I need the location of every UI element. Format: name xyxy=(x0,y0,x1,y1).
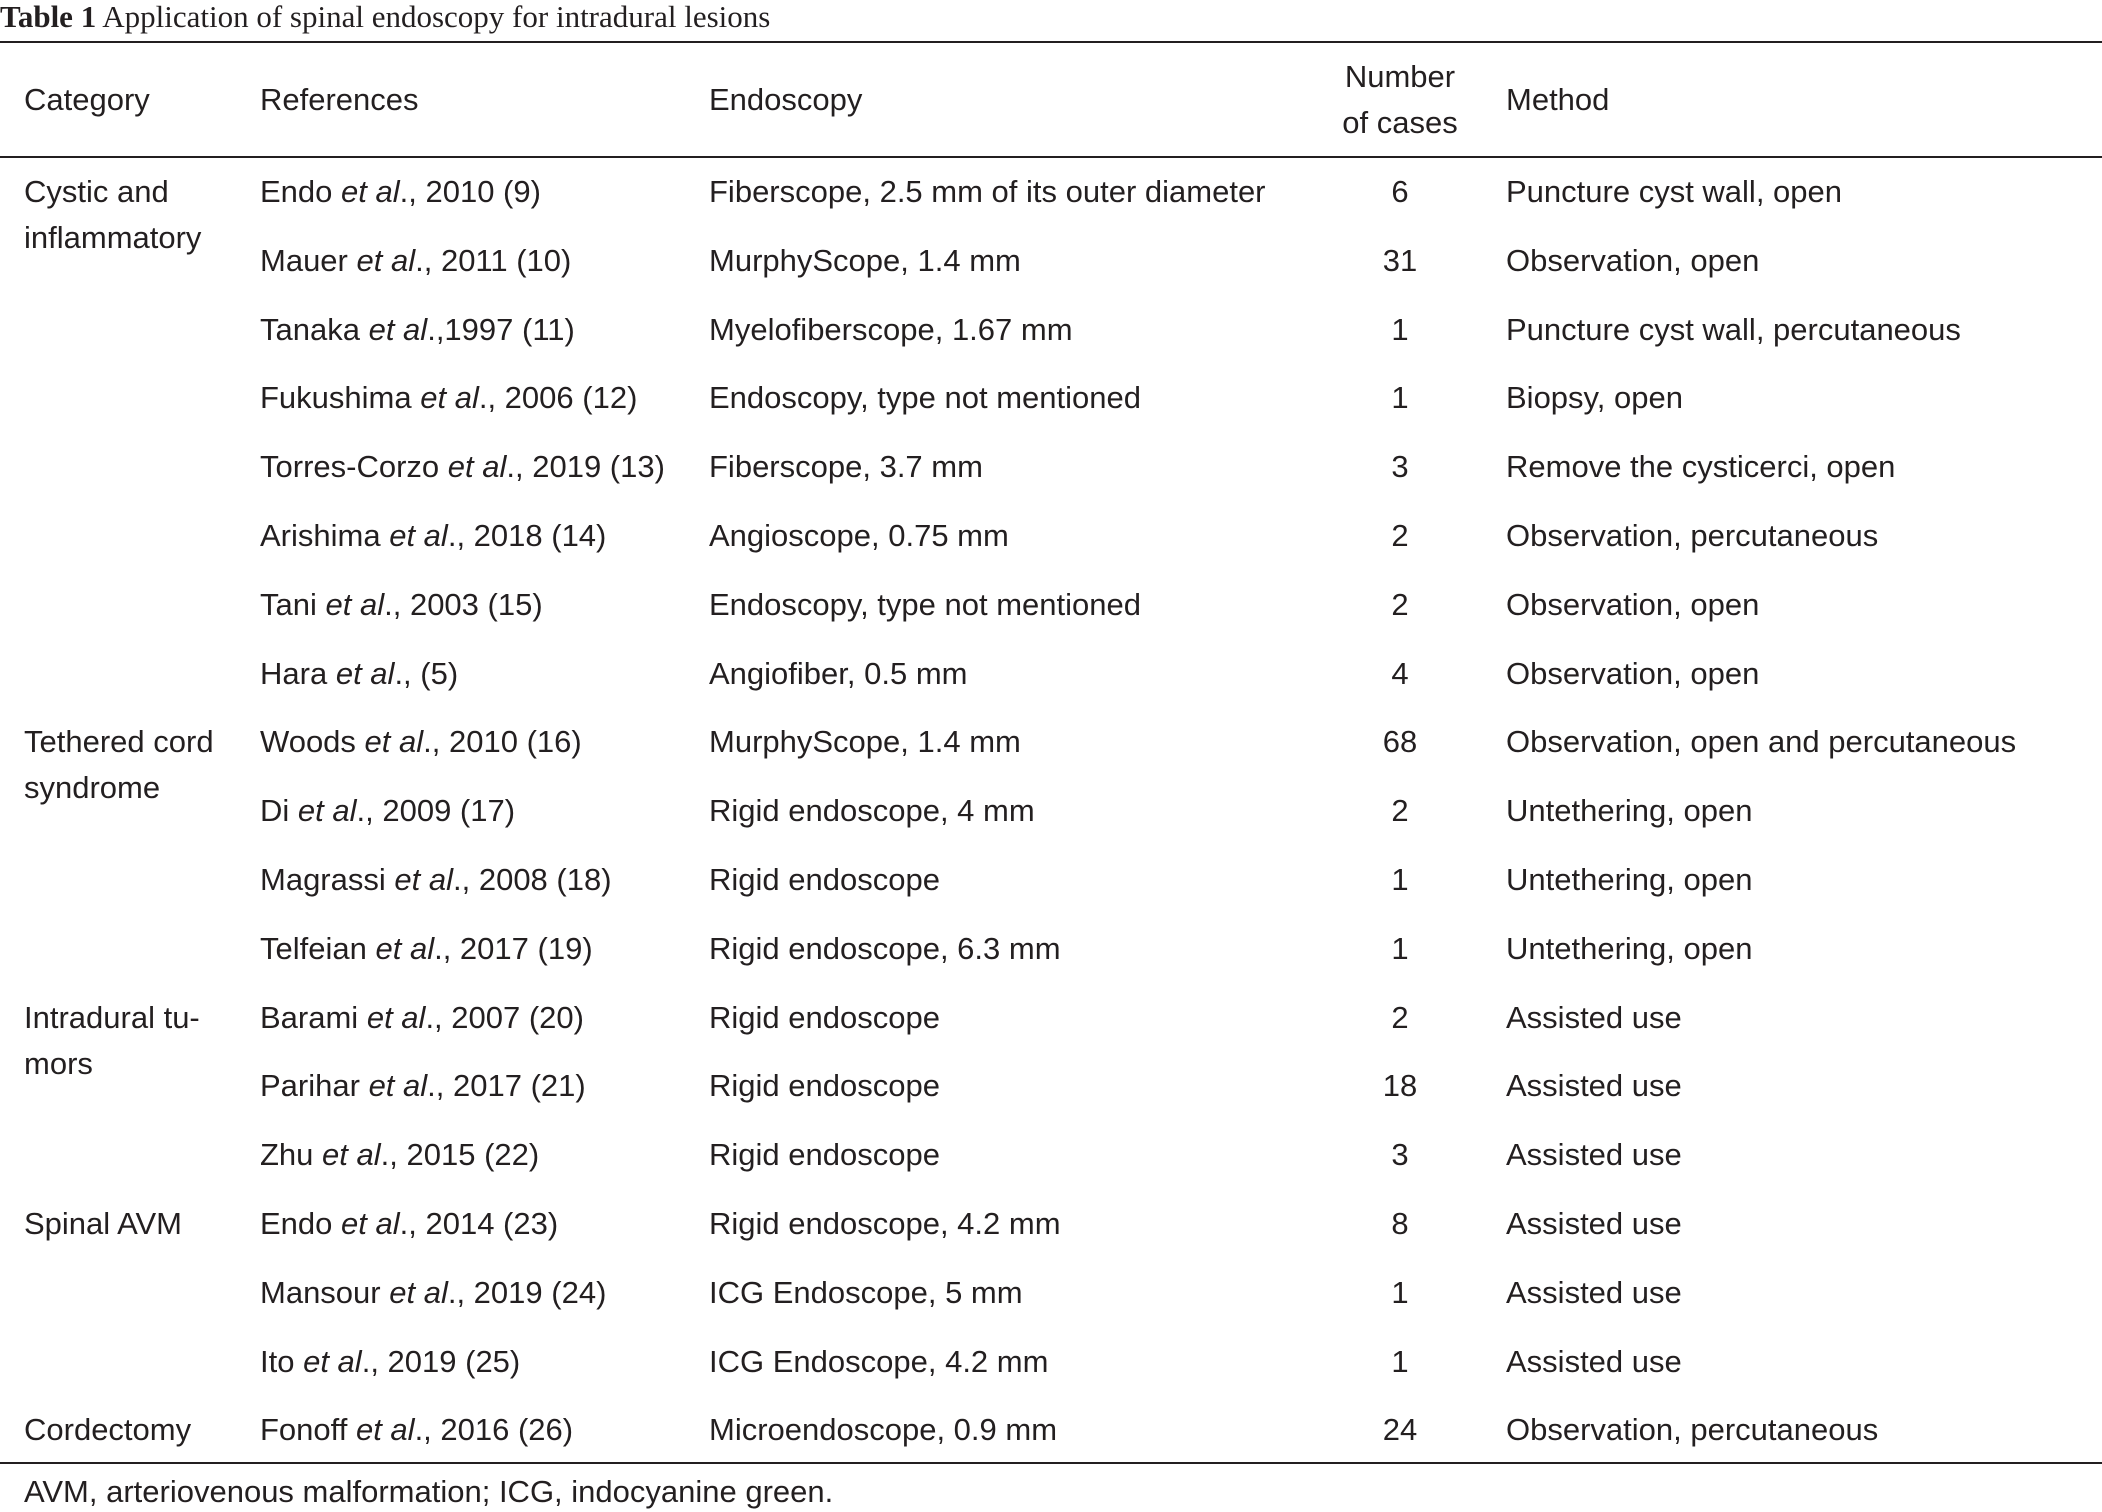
reference-cell xyxy=(260,1132,539,1177)
method-cell: Observation, percutaneous xyxy=(1506,1412,1879,1448)
method-cell: Assisted use xyxy=(1506,1343,1682,1379)
method-cell: Observation, open xyxy=(1506,655,1760,691)
reference-author: Woods xyxy=(260,724,356,760)
reference-citation: ., 2019 (24) xyxy=(447,1274,607,1310)
cases-cell: 2 xyxy=(1391,793,1409,829)
endoscopy-cell: Angioscope, 0.75 mm xyxy=(709,518,1009,553)
endoscopy-cell: MurphyScope, 1.4 mm xyxy=(709,724,1021,760)
reference-cell xyxy=(260,1201,558,1246)
reference-cell xyxy=(260,582,543,627)
reference-citation: ., 2014 (23) xyxy=(399,1206,559,1241)
reference-etal: et al xyxy=(325,586,385,622)
cases-cell: 1 xyxy=(1391,311,1409,347)
method-cell: Assisted use xyxy=(1506,1274,1682,1310)
reference-author: Hara xyxy=(260,655,328,691)
endoscopy-cell: Rigid endoscope, 4.2 mm xyxy=(709,1206,1061,1241)
reference-cell xyxy=(260,238,571,283)
endoscopy-cell: Rigid endoscope, 6.3 mm xyxy=(709,930,1061,966)
cases-cell: 4 xyxy=(1391,655,1409,691)
cases-cell: 3 xyxy=(1391,449,1409,485)
table-caption xyxy=(0,0,2102,36)
cases-cell: 2 xyxy=(1391,586,1409,622)
category-cell: inflammatory xyxy=(24,220,202,255)
reference-etal: et al xyxy=(368,1068,428,1104)
endoscopy-cell: Fiberscope, 3.7 mm xyxy=(709,449,983,485)
method-cell: Assisted use xyxy=(1506,1137,1682,1173)
method-cell: Observation, open xyxy=(1506,586,1760,622)
table-label: Table 1 xyxy=(0,0,97,34)
reference-citation: ., 2015 (22) xyxy=(380,1137,540,1173)
endoscopy-cell: Myelofiberscope, 1.67 mm xyxy=(709,311,1073,347)
method-cell: Assisted use xyxy=(1506,1206,1682,1241)
reference-etal: et al xyxy=(341,174,400,209)
reference-citation: ., 2011 (10) xyxy=(415,242,572,278)
reference-etal: et al xyxy=(355,1412,415,1448)
reference-citation: ., 2009 (17) xyxy=(356,793,516,829)
cases-cell: 6 xyxy=(1391,174,1409,209)
table-title: Application of spinal endoscopy for intradural lesions xyxy=(96,0,771,34)
reference-author: Fukushima xyxy=(260,380,412,416)
reference-citation: ., 2017 (21) xyxy=(427,1068,586,1104)
reference-cell xyxy=(260,513,606,558)
reference-etal: et al xyxy=(375,930,435,966)
method-cell: Observation, percutaneous xyxy=(1506,518,1879,553)
header-rule xyxy=(0,156,2102,158)
reference-author: Ito xyxy=(260,1343,295,1379)
reference-author: Endo xyxy=(260,174,333,209)
category-cell: mors xyxy=(24,1045,93,1081)
cases-cell: 2 xyxy=(1391,518,1409,553)
method-cell: Remove the cysticerci, open xyxy=(1506,449,1896,485)
endoscopy-cell: Microendoscope, 0.9 mm xyxy=(709,1412,1058,1448)
endoscopy-cell: Fiberscope, 2.5 mm of its outer diameter xyxy=(709,174,1266,209)
method-cell: Biopsy, open xyxy=(1506,380,1683,416)
cases-cell: 24 xyxy=(1382,1412,1418,1448)
reference-cell xyxy=(260,926,593,971)
reference-cell xyxy=(260,719,582,764)
reference-cell xyxy=(260,1063,586,1108)
reference-cell xyxy=(260,307,575,352)
reference-cell xyxy=(260,857,612,902)
reference-cell xyxy=(260,1407,573,1452)
top-rule xyxy=(0,41,2102,43)
endoscopy-cell: MurphyScope, 1.4 mm xyxy=(709,242,1021,278)
header-cases-line1: Number xyxy=(1344,59,1456,94)
method-cell: Observation, open xyxy=(1506,242,1760,278)
reference-citation: .,1997 (11) xyxy=(427,311,575,347)
header-cases-line2: of cases xyxy=(1342,105,1458,140)
endoscopy-cell: Endoscopy, type not mentioned xyxy=(709,586,1141,622)
reference-author: Mansour xyxy=(260,1274,381,1310)
endoscopy-cell: Rigid endoscope xyxy=(709,1137,940,1173)
reference-citation: ., 2007 (20) xyxy=(425,999,584,1035)
reference-author: Fonoff xyxy=(260,1412,348,1448)
reference-citation: ., 2017 (19) xyxy=(434,930,593,966)
reference-etal: et al xyxy=(394,862,453,897)
reference-citation: ., 2010 (16) xyxy=(423,724,582,760)
endoscopy-cell: Angiofiber, 0.5 mm xyxy=(709,655,968,691)
reference-author: Zhu xyxy=(260,1137,314,1173)
reference-etal: et al xyxy=(322,1137,381,1173)
reference-citation: ., 2019 (25) xyxy=(361,1343,521,1379)
header-endoscopy: Endoscopy xyxy=(709,82,863,117)
endoscopy-cell: Rigid endoscope xyxy=(709,862,940,897)
reference-citation: ., 2018 (14) xyxy=(447,518,607,553)
reference-cell xyxy=(260,444,665,489)
category-cell: Cordectomy xyxy=(24,1412,192,1448)
header-method: Method xyxy=(1506,82,1610,117)
cases-cell: 1 xyxy=(1391,1343,1409,1379)
cases-cell: 3 xyxy=(1391,1137,1409,1173)
cases-cell: 18 xyxy=(1382,1068,1418,1104)
header-references: References xyxy=(260,82,419,117)
reference-citation: ., 2006 (12) xyxy=(478,380,638,416)
method-cell: Assisted use xyxy=(1506,999,1682,1035)
endoscopy-cell: Rigid endoscope xyxy=(709,1068,940,1104)
endoscopy-cell: ICG Endoscope, 5 mm xyxy=(709,1274,1023,1310)
reference-citation: ., 2010 (9) xyxy=(399,174,541,209)
endoscopy-cell: Endoscopy, type not mentioned xyxy=(709,380,1141,416)
reference-etal: et al xyxy=(420,380,479,416)
method-cell: Untethering, open xyxy=(1506,793,1753,829)
reference-etal: et al xyxy=(335,655,395,691)
reference-author: Telfeian xyxy=(260,930,367,966)
reference-cell xyxy=(260,651,458,696)
cases-cell: 2 xyxy=(1391,999,1409,1035)
cases-cell: 1 xyxy=(1391,862,1409,897)
category-cell: Intradural tu- xyxy=(24,999,200,1035)
reference-cell xyxy=(260,1339,520,1384)
reference-etal: et al xyxy=(303,1343,362,1379)
reference-etal: et al xyxy=(447,449,507,485)
method-cell: Puncture cyst wall, percutaneous xyxy=(1506,311,1961,347)
reference-cell xyxy=(260,169,541,214)
cases-cell: 1 xyxy=(1391,930,1409,966)
reference-etal: et al xyxy=(297,793,357,829)
reference-cell xyxy=(260,1270,606,1315)
reference-etal: et al xyxy=(356,242,416,278)
category-cell: syndrome xyxy=(24,770,161,806)
header-category: Category xyxy=(24,82,150,117)
cases-cell: 8 xyxy=(1391,1206,1409,1241)
reference-etal: et al xyxy=(341,1206,400,1241)
reference-author: Magrassi xyxy=(260,862,386,897)
category-cell: Spinal AVM xyxy=(24,1206,182,1241)
reference-etal: et al xyxy=(366,999,426,1035)
reference-author: Mauer xyxy=(260,242,348,278)
cases-cell: 1 xyxy=(1391,380,1409,416)
cases-cell: 31 xyxy=(1382,242,1418,278)
reference-author: Tanaka xyxy=(260,311,360,347)
category-cell: Cystic and xyxy=(24,174,169,209)
reference-citation: ., 2008 (18) xyxy=(453,862,612,897)
reference-author: Tani xyxy=(260,586,317,622)
reference-author: Arishima xyxy=(260,518,381,553)
method-cell: Puncture cyst wall, open xyxy=(1506,174,1843,209)
bottom-rule xyxy=(0,1462,2102,1464)
reference-cell xyxy=(260,995,584,1040)
category-cell: Tethered cord xyxy=(24,724,214,760)
reference-citation: ., (5) xyxy=(394,655,459,691)
method-cell: Assisted use xyxy=(1506,1068,1682,1104)
endoscopy-cell: Rigid endoscope, 4 mm xyxy=(709,793,1035,829)
cases-cell: 68 xyxy=(1382,724,1418,760)
reference-citation: ., 2016 (26) xyxy=(414,1412,574,1448)
reference-cell xyxy=(260,375,637,420)
reference-author: Di xyxy=(260,793,290,829)
endoscopy-cell: Rigid endoscope xyxy=(709,999,940,1035)
method-cell: Untethering, open xyxy=(1506,862,1753,897)
reference-author: Barami xyxy=(260,999,359,1035)
method-cell: Untethering, open xyxy=(1506,930,1753,966)
reference-etal: et al xyxy=(368,311,428,347)
reference-etal: et al xyxy=(389,518,448,553)
reference-etal: et al xyxy=(364,724,424,760)
reference-author: Parihar xyxy=(260,1068,360,1104)
reference-author: Torres-Corzo xyxy=(260,449,440,485)
reference-citation: ., 2019 (13) xyxy=(506,449,665,485)
reference-citation: ., 2003 (15) xyxy=(384,586,543,622)
reference-author: Endo xyxy=(260,1206,333,1241)
table-footnote: AVM, arteriovenous malformation; ICG, indocyanine green. xyxy=(24,1474,834,1509)
endoscopy-cell: ICG Endoscope, 4.2 mm xyxy=(709,1343,1049,1379)
reference-cell xyxy=(260,788,515,833)
cases-cell: 1 xyxy=(1391,1274,1409,1310)
reference-etal: et al xyxy=(389,1274,448,1310)
method-cell: Observation, open and percutaneous xyxy=(1506,724,2017,760)
